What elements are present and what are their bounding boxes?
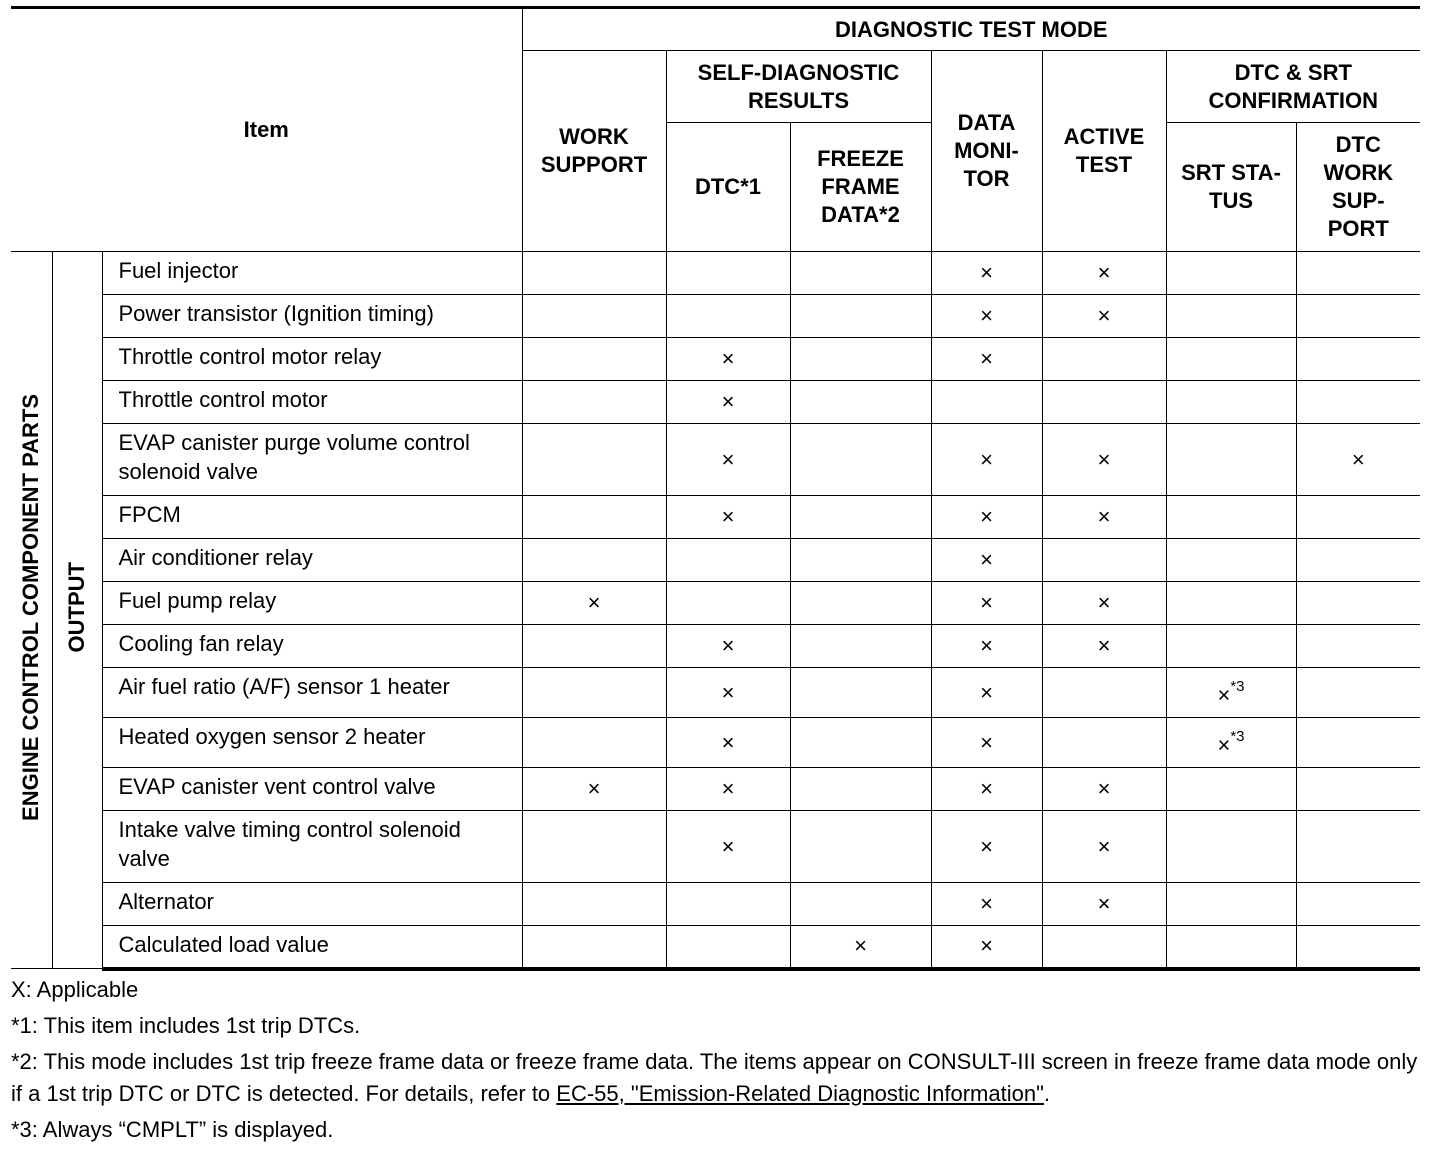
cell-dtc-work-support bbox=[1296, 338, 1420, 381]
srt-mark: × bbox=[1217, 732, 1231, 758]
cell-data-monitor: × bbox=[931, 496, 1042, 539]
cell-freeze-frame bbox=[790, 582, 931, 625]
header-diagnostic-test-mode: DIAGNOSTIC TEST MODE bbox=[522, 8, 1420, 51]
cell-dtc-work-support bbox=[1296, 768, 1420, 811]
table-row bbox=[11, 338, 1420, 381]
cell-active-test: × bbox=[1042, 582, 1166, 625]
cell-freeze-frame bbox=[790, 811, 931, 883]
cell-work-support: × bbox=[522, 582, 666, 625]
table-row bbox=[11, 582, 1420, 625]
cell-dtc: × bbox=[666, 496, 790, 539]
item-name: Air conditioner relay bbox=[102, 539, 522, 582]
cell-active-test bbox=[1042, 338, 1166, 381]
table-row bbox=[11, 811, 1420, 883]
cell-data-monitor: × bbox=[931, 625, 1042, 668]
group-label: ENGINE CONTROL COMPONENT PARTS bbox=[18, 394, 44, 821]
cell-srt-status bbox=[1166, 926, 1296, 969]
header-data-monitor bbox=[931, 51, 1042, 252]
footnotes bbox=[11, 974, 1423, 1150]
cell-freeze-frame bbox=[790, 625, 931, 668]
item-name: Throttle control motor bbox=[102, 381, 522, 424]
cell-dtc: × bbox=[666, 338, 790, 381]
subgroup-label-cell bbox=[52, 252, 102, 969]
cell-work-support bbox=[522, 381, 666, 424]
item-name: EVAP canister vent control valve bbox=[102, 768, 522, 811]
item-name: Heated oxygen sensor 2 heater bbox=[102, 718, 522, 768]
cell-srt-status bbox=[1166, 496, 1296, 539]
note-applicable: X: Applicable bbox=[11, 977, 139, 1002]
header-work-support-text: WORK SUPPORT bbox=[540, 124, 648, 177]
cell-dtc-work-support bbox=[1296, 811, 1420, 883]
cell-dtc: × bbox=[666, 811, 790, 883]
cell-dtc-work-support bbox=[1296, 926, 1420, 969]
cell-freeze-frame bbox=[790, 768, 931, 811]
table-row bbox=[11, 424, 1420, 496]
item-name: Intake valve timing control solenoid valve bbox=[102, 811, 522, 883]
cell-dtc bbox=[666, 252, 790, 295]
cell-srt-status bbox=[1166, 668, 1296, 718]
cell-freeze-frame: × bbox=[790, 926, 931, 969]
cell-active-test: × bbox=[1042, 295, 1166, 338]
cell-data-monitor bbox=[931, 381, 1042, 424]
header-dtc-work-support-text: DTC WORK SUP-PORT bbox=[1323, 132, 1394, 241]
header-self-diagnostic-results bbox=[666, 51, 931, 123]
cell-srt-status bbox=[1166, 252, 1296, 295]
cell-freeze-frame bbox=[790, 338, 931, 381]
cell-srt-status bbox=[1166, 424, 1296, 496]
cell-work-support: × bbox=[522, 768, 666, 811]
header-freeze-frame-data bbox=[790, 123, 931, 252]
cell-freeze-frame bbox=[790, 252, 931, 295]
cell-data-monitor: × bbox=[931, 424, 1042, 496]
cell-active-test bbox=[1042, 668, 1166, 718]
cell-srt-status bbox=[1166, 718, 1296, 768]
table-row bbox=[11, 496, 1420, 539]
cell-data-monitor: × bbox=[931, 252, 1042, 295]
cell-active-test: × bbox=[1042, 496, 1166, 539]
cell-dtc bbox=[666, 926, 790, 969]
header-active-test bbox=[1042, 51, 1166, 252]
item-name: Air fuel ratio (A/F) sensor 1 heater bbox=[102, 668, 522, 718]
cell-work-support bbox=[522, 539, 666, 582]
cell-data-monitor: × bbox=[931, 811, 1042, 883]
cell-srt-status bbox=[1166, 381, 1296, 424]
cell-data-monitor: × bbox=[931, 883, 1042, 926]
cell-work-support bbox=[522, 625, 666, 668]
table-row bbox=[11, 926, 1420, 969]
cell-dtc-work-support bbox=[1296, 295, 1420, 338]
header-freeze-frame-text: FREEZE FRAME DATA*2 bbox=[817, 146, 904, 227]
cell-active-test bbox=[1042, 381, 1166, 424]
diagnostic-test-mode-table bbox=[11, 6, 1420, 971]
cell-data-monitor: × bbox=[931, 926, 1042, 969]
cell-dtc-work-support: × bbox=[1296, 424, 1420, 496]
cell-active-test: × bbox=[1042, 625, 1166, 668]
srt-mark: × bbox=[1217, 682, 1231, 708]
cell-freeze-frame bbox=[790, 883, 931, 926]
cell-dtc: × bbox=[666, 424, 790, 496]
header-data-monitor-text: DATA MONI-TOR bbox=[954, 110, 1019, 191]
item-name: Power transistor (Ignition timing) bbox=[102, 295, 522, 338]
item-name: Fuel injector bbox=[102, 252, 522, 295]
cell-dtc: × bbox=[666, 625, 790, 668]
cell-dtc bbox=[666, 539, 790, 582]
cell-data-monitor: × bbox=[931, 718, 1042, 768]
srt-footnote: *3 bbox=[1230, 677, 1245, 695]
ec55-reference-link[interactable]: EC-55, "Emission-Related Diagnostic Information" bbox=[556, 1081, 1044, 1106]
cell-active-test: × bbox=[1042, 252, 1166, 295]
item-name: Throttle control motor relay bbox=[102, 338, 522, 381]
table-row bbox=[11, 668, 1420, 718]
item-name: Fuel pump relay bbox=[102, 582, 522, 625]
cell-work-support bbox=[522, 424, 666, 496]
header-dtc1: DTC*1 bbox=[666, 123, 790, 252]
subgroup-label: OUTPUT bbox=[64, 562, 89, 653]
cell-data-monitor: × bbox=[931, 768, 1042, 811]
cell-dtc-work-support bbox=[1296, 883, 1420, 926]
cell-work-support bbox=[522, 295, 666, 338]
table-row bbox=[11, 718, 1420, 768]
group-label-cell bbox=[11, 252, 52, 969]
note-2-text: *2: This mode includes 1st trip freeze frame data or freeze frame data. The items appear on CONSULT-III screen in freeze frame data mode only if a 1st trip DTC or DTC is detected. For details, refer to bbox=[11, 1049, 1418, 1106]
cell-dtc: × bbox=[666, 768, 790, 811]
table-row bbox=[11, 381, 1420, 424]
cell-srt-status bbox=[1166, 338, 1296, 381]
cell-dtc bbox=[666, 582, 790, 625]
cell-dtc-work-support bbox=[1296, 252, 1420, 295]
cell-srt-status bbox=[1166, 625, 1296, 668]
cell-data-monitor: × bbox=[931, 668, 1042, 718]
cell-active-test: × bbox=[1042, 883, 1166, 926]
note-3: *3: Always “CMPLT” is displayed. bbox=[11, 1117, 334, 1142]
cell-work-support bbox=[522, 338, 666, 381]
cell-work-support bbox=[522, 811, 666, 883]
table-row bbox=[11, 539, 1420, 582]
cell-work-support bbox=[522, 252, 666, 295]
header-dtc-srt-confirmation-text: DTC & SRT CONFIRMATION bbox=[1208, 59, 1379, 113]
table-row bbox=[11, 295, 1420, 338]
header-dtc-srt-confirmation bbox=[1166, 51, 1420, 123]
cell-srt-status bbox=[1166, 883, 1296, 926]
note-2-end: . bbox=[1043, 1081, 1051, 1106]
header-dtc-work-support bbox=[1296, 123, 1420, 252]
cell-work-support bbox=[522, 883, 666, 926]
cell-dtc-work-support bbox=[1296, 496, 1420, 539]
cell-active-test: × bbox=[1042, 768, 1166, 811]
cell-dtc-work-support bbox=[1296, 381, 1420, 424]
cell-freeze-frame bbox=[790, 424, 931, 496]
cell-dtc-work-support bbox=[1296, 539, 1420, 582]
cell-dtc: × bbox=[666, 718, 790, 768]
table-row bbox=[11, 625, 1420, 668]
cell-work-support bbox=[522, 496, 666, 539]
cell-data-monitor: × bbox=[931, 539, 1042, 582]
item-name: Alternator bbox=[102, 883, 522, 926]
table-row bbox=[11, 252, 1420, 295]
item-name: EVAP canister purge volume control solenoid valve bbox=[102, 424, 522, 496]
header-item: Item bbox=[11, 8, 522, 252]
cell-work-support bbox=[522, 926, 666, 969]
cell-dtc-work-support bbox=[1296, 668, 1420, 718]
table-row bbox=[11, 883, 1420, 926]
cell-data-monitor: × bbox=[931, 582, 1042, 625]
cell-active-test bbox=[1042, 926, 1166, 969]
cell-freeze-frame bbox=[790, 496, 931, 539]
header-work-support bbox=[522, 51, 666, 252]
cell-srt-status bbox=[1166, 811, 1296, 883]
header-self-diagnostic-results-text: SELF-DIAGNOSTIC RESULTS bbox=[697, 59, 900, 113]
srt-footnote: *3 bbox=[1230, 727, 1245, 745]
note-1: *1: This item includes 1st trip DTCs. bbox=[11, 1013, 361, 1038]
item-name: Calculated load value bbox=[102, 926, 522, 969]
cell-dtc bbox=[666, 883, 790, 926]
cell-dtc: × bbox=[666, 381, 790, 424]
cell-dtc: × bbox=[666, 668, 790, 718]
cell-srt-status bbox=[1166, 582, 1296, 625]
cell-work-support bbox=[522, 718, 666, 768]
header-srt-status bbox=[1166, 123, 1296, 252]
table-row bbox=[11, 768, 1420, 811]
cell-active-test bbox=[1042, 718, 1166, 768]
cell-active-test: × bbox=[1042, 424, 1166, 496]
item-name: FPCM bbox=[102, 496, 522, 539]
header-active-test-text: ACTIVE TEST bbox=[1063, 124, 1145, 177]
cell-srt-status bbox=[1166, 768, 1296, 811]
cell-freeze-frame bbox=[790, 718, 931, 768]
cell-dtc-work-support bbox=[1296, 718, 1420, 768]
cell-dtc-work-support bbox=[1296, 625, 1420, 668]
cell-dtc bbox=[666, 295, 790, 338]
item-name: Cooling fan relay bbox=[102, 625, 522, 668]
cell-freeze-frame bbox=[790, 539, 931, 582]
cell-active-test bbox=[1042, 539, 1166, 582]
header-srt-status-text: SRT STA-TUS bbox=[1181, 160, 1281, 213]
cell-data-monitor: × bbox=[931, 295, 1042, 338]
cell-srt-status bbox=[1166, 539, 1296, 582]
cell-dtc-work-support bbox=[1296, 582, 1420, 625]
table-body bbox=[11, 252, 1420, 969]
cell-active-test: × bbox=[1042, 811, 1166, 883]
cell-freeze-frame bbox=[790, 295, 931, 338]
cell-data-monitor: × bbox=[931, 338, 1042, 381]
cell-srt-status bbox=[1166, 295, 1296, 338]
cell-freeze-frame bbox=[790, 381, 931, 424]
cell-work-support bbox=[522, 668, 666, 718]
note-2 bbox=[11, 1046, 1423, 1110]
cell-freeze-frame bbox=[790, 668, 931, 718]
